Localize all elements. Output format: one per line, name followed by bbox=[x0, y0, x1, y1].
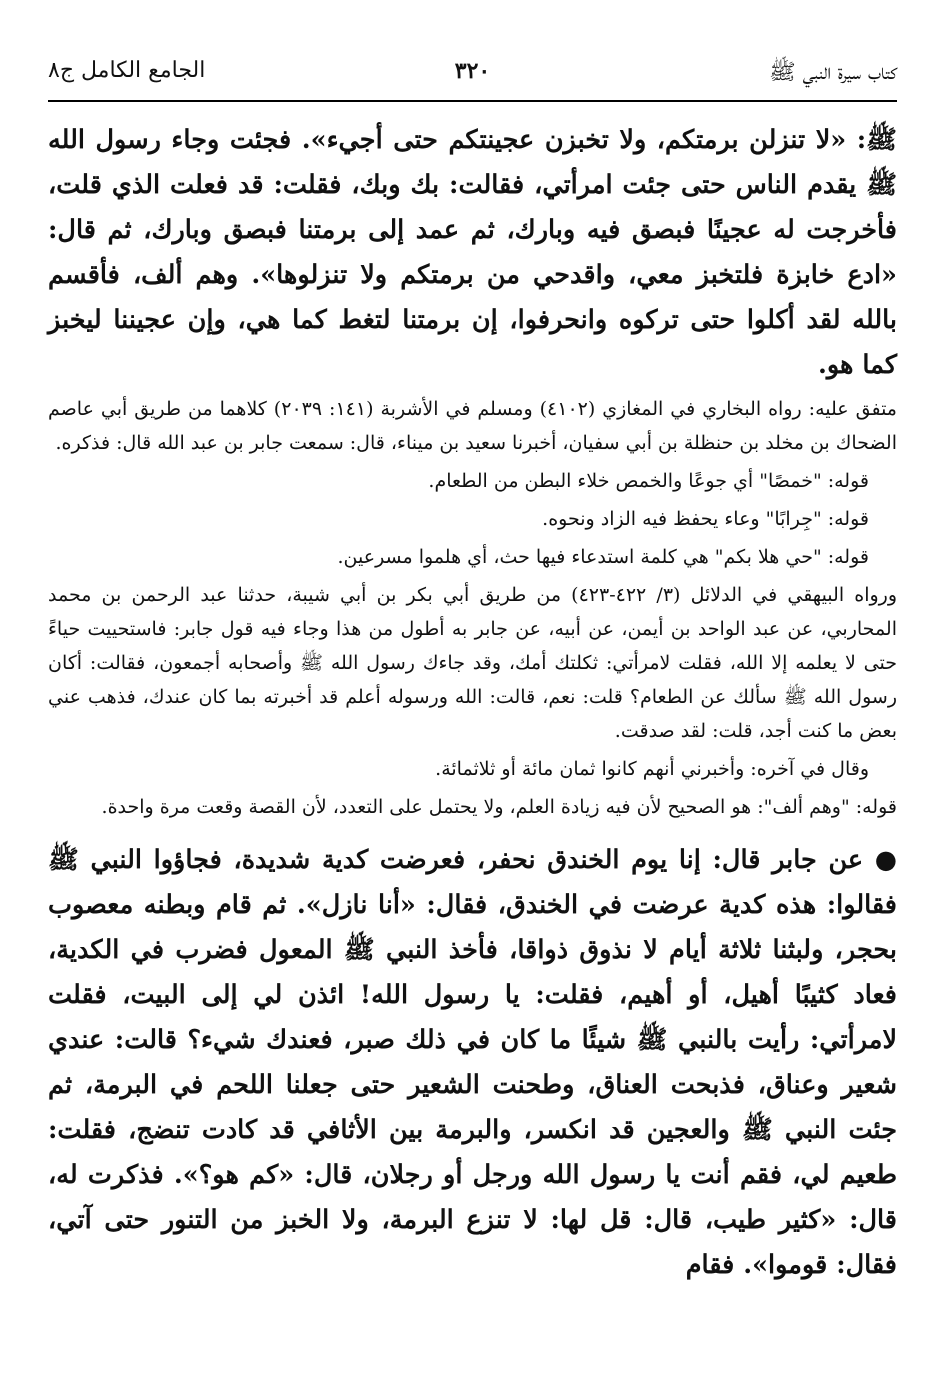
page-number: ٣٢٠ bbox=[454, 58, 491, 84]
book-title: كتاب سيرة النبي ﷺ bbox=[769, 60, 897, 85]
main-text-paragraph: ﷺ: «لا تنزلن برمتكم، ولا تخبزن عجينتكم حتى أجيء». فجئت وجاء رسول الله ﷺ يقدم الناس حتى جئت امرأتي، فقالت: بك وبك، فقلت: قد فعلت الذي قلت، فأخرجت له عجينًا فبصق فيه وبارك، ثم عمد إلى برمتنا فبصق وبارك، ثم قال: «ادع خابزة فلتخبز معي، واقدحي من برمتكم ولا تنزلوها». وهم ألف، فأقسم بالله لقد أكلوا حتى تركوه وانحرفوا، إن برمتنا لتغط كما هي، وإن عجيننا ليخبز كما هو. bbox=[48, 125, 897, 380]
page-body bbox=[48, 118, 897, 1288]
footnote-paragraph: قوله: "وهم ألف": هو الصحيح لأن فيه زيادة العلم، ولا يحتمل على التعدد، لأن القصة وقعت مرة واحدة. bbox=[101, 796, 897, 818]
paragraph-spacer bbox=[48, 824, 897, 838]
footnote-paragraph: ورواه البيهقي في الدلائل (٣/ ٤٢٢-٤٢٣) من طريق أبي بكر بن أبي شيبة، حدثنا عبد الرحمن بن محمد المحاربي، عن عبد الواحد بن أيمن، عن أبيه، عن جابر به أطول من هذا وجاء فيه قول جابر: فاستحييت حياءً حتى لا يعلمه إلا الله، فقلت لامرأتي: ثكلتك أمك، وقد جاءك رسول الله ﷺ وأصحابه أجمعون، فقالت: أكان رسول الله ﷺ سألك عن الطعام؟ قلت: نعم، قالت: الله ورسوله أعلم قد أخبرته بما كان عندك، فذهب عني بعض ما كنت أجد، قلت: لقد صدقت. bbox=[48, 584, 898, 742]
footnote-paragraph: متفق عليه: رواه البخاري في المغازي (٤١٠٢) ومسلم في الأشربة (١٤١: ٢٠٣٩) كلاهما من طريق أبي عاصم الضحاك بن مخلد بن حنظلة بن أبي سفيان، أخبرنا سعيد بن ميناء، قال: سمعت جابر بن عبد الله قال: فذكره. bbox=[48, 398, 897, 454]
header-divider bbox=[48, 100, 897, 102]
footnote-paragraph: قوله: "خمصًا" أي جوعًا والخمص خلاء البطن من الطعام. bbox=[428, 470, 869, 492]
footnote-paragraph: قوله: "حي هلا بكم" هي كلمة استدعاء فيها حث، أي هلموا مسرعين. bbox=[337, 546, 869, 568]
footnote-paragraph: وقال في آخره: وأخبرني أنهم كانوا ثمان مائة أو ثلاثمائة. bbox=[435, 758, 869, 780]
volume-title: الجامع الكامل ج٨ bbox=[48, 58, 206, 83]
page-header bbox=[48, 58, 897, 98]
footnote-paragraph: قوله: "جِرابًا" وعاء يحفظ فيه الزاد ونحوه. bbox=[542, 508, 869, 530]
main-text-paragraph: ● عن جابر قال: إنا يوم الخندق نحفر، فعرضت كدية شديدة، فجاؤوا النبي ﷺ فقالوا: هذه كدية عرضت في الخندق، فقال: «أنا نازل». ثم قام وبطنه معصوب بحجر، ولبثنا ثلاثة أيام لا نذوق ذواقا، فأخذ النبي ﷺ المعول فضرب في الكدية، فعاد كثيبًا أهيل، أو أهيم، فقلت: يا رسول الله! ائذن لي إلى البيت، فقلت لامرأتي: رأيت بالنبي ﷺ شيئًا ما كان في ذلك صبر، فعندك شيء؟ قالت: عندي شعير وعناق، فذبحت العناق، وطحنت الشعير حتى جعلنا اللحم في البرمة، ثم جئت النبي ﷺ والعجين قد انكسر، والبرمة بين الأثافي قد كادت تنضج، فقلت: طعيم لي، فقم أنت يا رسول الله ورجل أو رجلان، قال: «كم هو؟». فذكرت له، قال: «كثير طيب، قال: قل لها: لا تنزع البرمة، ولا الخبز من التنور حتى آتي، فقال: قوموا». فقام bbox=[48, 845, 897, 1280]
